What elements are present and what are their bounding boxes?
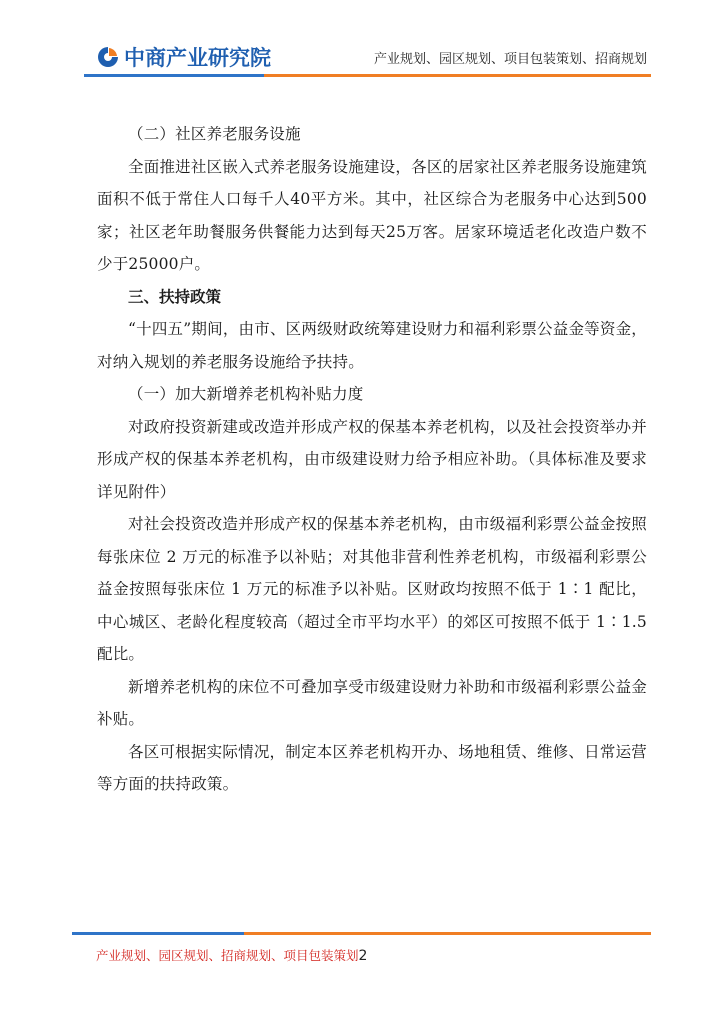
header-divider-blue	[84, 74, 264, 77]
paragraph-government-investment: 对政府投资新建或改造并形成产权的保基本养老机构，以及社会投资举办并形成产权的保基本养老机构，由市级建设财力给予相应补助。（具体标准及要求详见附件）	[97, 417, 647, 501]
paragraph-community-facilities: 全面推进社区嵌入式养老服务设施建设，各区的居家社区养老服务设施建筑面积不低于常住人口每千人40平方米。其中，社区综合为老服务中心达到500家；社区老年助餐服务供餐能力达到每天25万客。居家环境适老化改造户数不少于25000户。	[97, 157, 647, 273]
footer-tagline: 产业规划、园区规划、招商规划、项目包装策划	[96, 948, 359, 963]
paragraph-no-stacking: 新增养老机构的床位不可叠加享受市级建设财力补助和市级福利彩票公益金补贴。	[97, 677, 647, 728]
paragraph-district-policy: 各区可根据实际情况，制定本区养老机构开办、场地租赁、维修、日常运营等方面的扶持政策。	[97, 742, 647, 793]
header-tagline: 产业规划、园区规划、项目包装策划、招商规划	[373, 52, 647, 67]
page-footer	[96, 946, 367, 964]
page-number: 2	[358, 948, 368, 964]
header-divider-orange	[264, 74, 651, 77]
footer-divider-blue	[72, 932, 244, 935]
paragraph-funding: “十四五”期间，由市、区两级财政统筹建设财力和福利彩票公益金等资金，对纳入规划的养老服务设施给予扶持。	[97, 320, 647, 371]
logo-text: 中商产业研究院	[124, 46, 271, 70]
section-subheading-subsidy: （一）加大新增养老机构补贴力度	[128, 385, 364, 403]
document-body	[97, 118, 647, 801]
paragraph-social-investment: 对社会投资改造并形成产权的保基本养老机构，由市级福利彩票公益金按照每张床位 2 万元的标准予以补贴；对其他非营利性养老机构，市级福利彩票公益金按照每张床位 1 万元的标准予以补贴。区财政均按照不低于 1∶1 配比，中心城区、老龄化程度较高（超过全市平均水平）的郊区可按照不低于 1∶1.5 配比。	[97, 515, 647, 663]
page-header	[0, 0, 724, 82]
company-logo	[96, 42, 271, 72]
section-subheading-community-facilities: （二）社区养老服务设施	[128, 125, 301, 143]
section-heading-support-policy: 三、扶持政策	[128, 287, 222, 306]
footer-divider-orange	[244, 932, 651, 935]
logo-mark-icon	[96, 45, 120, 69]
